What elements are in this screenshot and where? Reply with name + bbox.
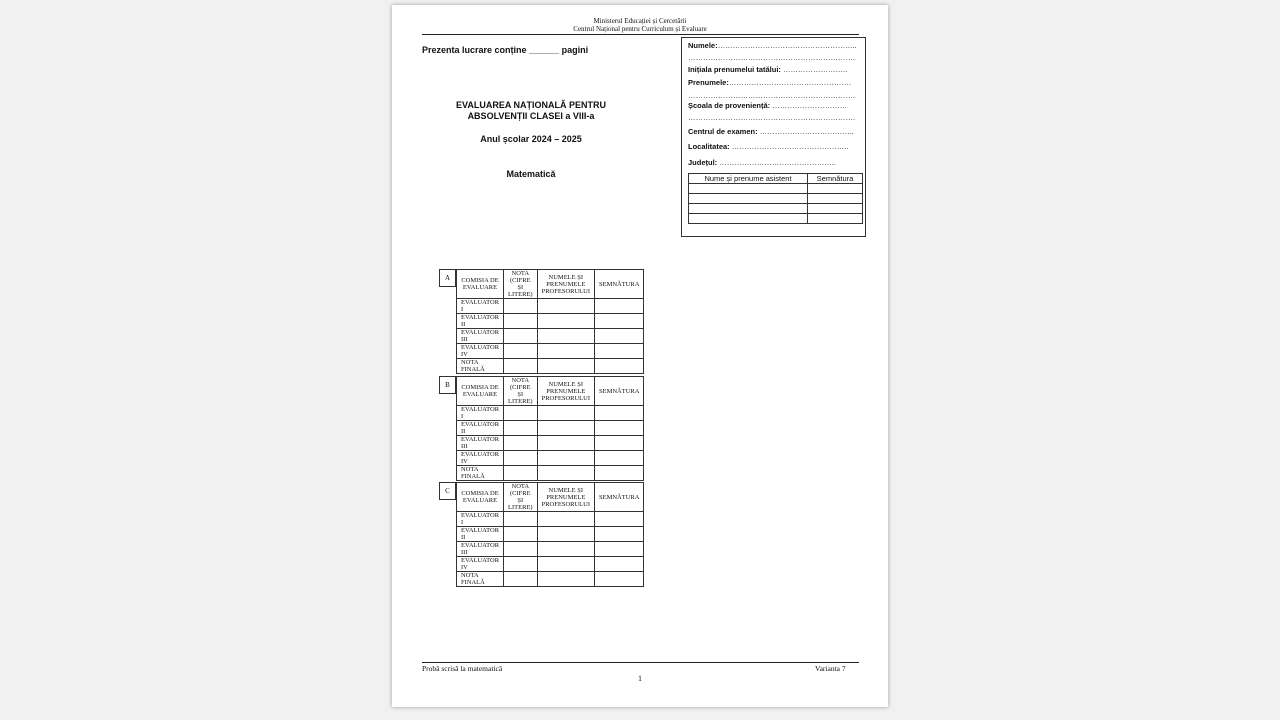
- id-field-dots: …………………………: [770, 101, 848, 110]
- evaluation-input-cell[interactable]: [504, 314, 538, 329]
- evaluation-input-cell[interactable]: [537, 421, 594, 436]
- evaluation-input-cell[interactable]: [537, 314, 594, 329]
- assistant-cell[interactable]: [689, 184, 808, 194]
- evaluation-input-cell[interactable]: [595, 406, 644, 421]
- evaluation-input-cell[interactable]: [504, 466, 538, 481]
- table-row: [457, 421, 644, 436]
- table-row: [457, 451, 644, 466]
- center-name: Centrul Național pentru Curriculum și Evaluare: [573, 25, 707, 33]
- id-field-dots: ………………………………..: [757, 127, 854, 136]
- evaluator-label: EVALUATOR IV: [457, 557, 504, 572]
- evaluator-label: EVALUATOR I: [457, 406, 504, 421]
- evaluation-input-cell[interactable]: [537, 451, 594, 466]
- evaluator-label: NOTA FINALĂ: [457, 359, 504, 374]
- evaluation-input-cell[interactable]: [504, 344, 538, 359]
- assistant-cell[interactable]: [808, 184, 863, 194]
- evaluation-input-cell[interactable]: [537, 329, 594, 344]
- assistant-header-cell: Nume și prenume asistent: [689, 174, 808, 184]
- evaluation-input-cell[interactable]: [504, 451, 538, 466]
- id-field-dots: ………………………………………………………….: [688, 113, 856, 122]
- evaluation-header-row: [457, 483, 644, 512]
- exam-title-line2: ABSOLVENȚII CLASEI a VIII-a: [467, 111, 595, 121]
- id-field-row[interactable]: [688, 113, 859, 122]
- id-field-row[interactable]: [688, 41, 859, 50]
- evaluation-header-cell: SEMNĂTURA: [595, 377, 644, 406]
- table-row: [457, 329, 644, 344]
- table-row: [457, 557, 644, 572]
- evaluation-input-cell[interactable]: [595, 344, 644, 359]
- evaluation-header-row: [457, 270, 644, 299]
- evaluation-input-cell[interactable]: [595, 542, 644, 557]
- ministry-name: Ministerul Educației și Cercetării: [593, 17, 687, 25]
- evaluator-label: EVALUATOR III: [457, 329, 504, 344]
- table-row: [457, 359, 644, 374]
- id-field-dots: ………………………………………..: [729, 142, 849, 151]
- exam-title: [426, 100, 636, 122]
- evaluation-input-cell[interactable]: [595, 557, 644, 572]
- id-field-row[interactable]: [688, 142, 859, 151]
- assistant-row: [689, 214, 863, 224]
- evaluator-label: EVALUATOR III: [457, 542, 504, 557]
- id-field-label: Inițiala prenumelui tatălui:: [688, 65, 781, 74]
- evaluation-header-cell: SEMNĂTURA: [595, 270, 644, 299]
- evaluation-header-cell: NOTA (CIFRE ȘI LITERE): [504, 483, 538, 512]
- section-letter: A: [439, 269, 456, 287]
- evaluation-input-cell[interactable]: [537, 557, 594, 572]
- evaluation-header-row: [457, 377, 644, 406]
- evaluation-input-cell[interactable]: [504, 572, 538, 587]
- assistant-cell[interactable]: [689, 204, 808, 214]
- exam-title-line1: EVALUAREA NAȚIONALĂ PENTRU: [456, 100, 606, 110]
- evaluation-input-cell[interactable]: [595, 466, 644, 481]
- evaluation-input-cell[interactable]: [537, 359, 594, 374]
- table-row: [457, 314, 644, 329]
- evaluation-input-cell[interactable]: [537, 527, 594, 542]
- evaluation-input-cell[interactable]: [504, 421, 538, 436]
- evaluator-label: EVALUATOR IV: [457, 451, 504, 466]
- evaluation-header-cell: COMISIA DE EVALUARE: [457, 377, 504, 406]
- evaluation-header-cell: NOTA (CIFRE ȘI LITERE): [504, 270, 538, 299]
- evaluation-header-cell: SEMNĂTURA: [595, 483, 644, 512]
- evaluator-label: EVALUATOR II: [457, 421, 504, 436]
- section-letter: C: [439, 482, 456, 500]
- table-row: [457, 572, 644, 587]
- table-row: [457, 527, 644, 542]
- id-field-dots: ………………………………………..: [717, 158, 836, 167]
- id-field-dots: ………………………………………………………….: [688, 91, 856, 100]
- evaluation-input-cell[interactable]: [504, 436, 538, 451]
- table-row: [457, 344, 644, 359]
- page-number: 1: [638, 674, 642, 683]
- evaluation-input-cell[interactable]: [537, 572, 594, 587]
- id-field-dots: ……………………..: [780, 65, 848, 74]
- assistant-table-header: [689, 174, 863, 184]
- table-row: [457, 512, 644, 527]
- evaluation-input-cell[interactable]: [537, 512, 594, 527]
- evaluator-label: EVALUATOR I: [457, 299, 504, 314]
- id-field-row[interactable]: [688, 53, 859, 62]
- assistant-cell[interactable]: [808, 214, 863, 224]
- id-field-row[interactable]: [688, 101, 859, 110]
- id-field-row[interactable]: [688, 91, 859, 100]
- evaluation-input-cell[interactable]: [537, 542, 594, 557]
- assistant-row: [689, 194, 863, 204]
- table-row: [457, 299, 644, 314]
- id-field-label: Centrul de examen:: [688, 127, 758, 136]
- evaluation-input-cell[interactable]: [537, 299, 594, 314]
- evaluation-header-cell: NUMELE ȘI PRENUMELE PROFESORULUI: [537, 483, 594, 512]
- evaluation-input-cell[interactable]: [504, 329, 538, 344]
- assistant-row: [689, 184, 863, 194]
- assistant-row: [689, 204, 863, 214]
- evaluator-label: EVALUATOR II: [457, 527, 504, 542]
- pages-note: Prezenta lucrare conține ______ pagini: [422, 45, 589, 55]
- evaluation-header-cell: NUMELE ȘI PRENUMELE PROFESORULUI: [537, 377, 594, 406]
- school-year: Anul școlar 2024 – 2025: [480, 134, 582, 144]
- id-field-label: Prenumele:: [688, 78, 729, 87]
- id-field-label: Localitatea:: [688, 142, 730, 151]
- evaluation-header-cell: NOTA (CIFRE ȘI LITERE): [504, 377, 538, 406]
- table-row: [457, 436, 644, 451]
- evaluator-label: EVALUATOR III: [457, 436, 504, 451]
- evaluation-header-cell: COMISIA DE EVALUARE: [457, 270, 504, 299]
- evaluation-header-cell: NUMELE ȘI PRENUMELE PROFESORULUI: [537, 270, 594, 299]
- id-field-row[interactable]: [688, 158, 859, 167]
- evaluation-grid: [456, 482, 644, 587]
- evaluator-label: EVALUATOR I: [457, 512, 504, 527]
- assistant-header-cell: Semnătura: [808, 174, 863, 184]
- evaluation-input-cell[interactable]: [504, 512, 538, 527]
- evaluation-input-cell[interactable]: [537, 406, 594, 421]
- id-field-label: Școala de proveniență:: [688, 101, 771, 110]
- evaluator-label: NOTA FINALĂ: [457, 466, 504, 481]
- section-letter: B: [439, 376, 456, 394]
- evaluation-input-cell[interactable]: [537, 466, 594, 481]
- id-field-dots: ………………………………………………………….: [688, 53, 856, 62]
- student-id-box: [681, 37, 866, 237]
- evaluation-input-cell[interactable]: [595, 299, 644, 314]
- evaluation-input-cell[interactable]: [595, 572, 644, 587]
- id-field-row[interactable]: [688, 78, 859, 87]
- table-row: [457, 542, 644, 557]
- evaluation-input-cell[interactable]: [504, 527, 538, 542]
- evaluation-input-cell[interactable]: [504, 359, 538, 374]
- footer-variant: Varianta 7: [815, 664, 846, 673]
- id-field-dots: ………………………………………….: [728, 78, 851, 87]
- evaluation-input-cell[interactable]: [537, 436, 594, 451]
- evaluation-grid: [456, 269, 644, 374]
- evaluation-input-cell[interactable]: [504, 299, 538, 314]
- id-field-dots: ………………………………………………..: [717, 41, 857, 50]
- evaluation-input-cell[interactable]: [595, 314, 644, 329]
- id-field-row[interactable]: [688, 65, 859, 74]
- evaluation-input-cell[interactable]: [595, 359, 644, 374]
- assistant-cell[interactable]: [689, 214, 808, 224]
- evaluation-input-cell[interactable]: [595, 421, 644, 436]
- id-field-row[interactable]: [688, 127, 859, 136]
- evaluator-label: NOTA FINALĂ: [457, 572, 504, 587]
- footer-rule: [422, 662, 859, 663]
- header-rule: [422, 34, 859, 35]
- evaluation-input-cell[interactable]: [595, 451, 644, 466]
- assistant-cell[interactable]: [808, 204, 863, 214]
- evaluation-input-cell[interactable]: [504, 406, 538, 421]
- evaluation-header-cell: COMISIA DE EVALUARE: [457, 483, 504, 512]
- assistant-cell[interactable]: [689, 194, 808, 204]
- document-page: [392, 5, 888, 707]
- id-field-label: Județul:: [688, 158, 718, 167]
- evaluation-input-cell[interactable]: [504, 542, 538, 557]
- evaluation-input-cell[interactable]: [595, 512, 644, 527]
- table-row: [457, 466, 644, 481]
- evaluation-input-cell[interactable]: [595, 436, 644, 451]
- id-field-label: Numele:: [688, 41, 718, 50]
- evaluator-label: EVALUATOR IV: [457, 344, 504, 359]
- exam-subject: Matematică: [506, 169, 556, 179]
- assistant-cell[interactable]: [808, 194, 863, 204]
- evaluation-input-cell[interactable]: [537, 344, 594, 359]
- evaluator-label: EVALUATOR II: [457, 314, 504, 329]
- evaluation-input-cell[interactable]: [595, 329, 644, 344]
- evaluation-grid: [456, 376, 644, 481]
- evaluation-input-cell[interactable]: [595, 527, 644, 542]
- evaluation-input-cell[interactable]: [504, 557, 538, 572]
- assistant-table: [688, 173, 863, 224]
- footer-exam-name: Probă scrisă la matematică: [422, 664, 503, 673]
- table-row: [457, 406, 644, 421]
